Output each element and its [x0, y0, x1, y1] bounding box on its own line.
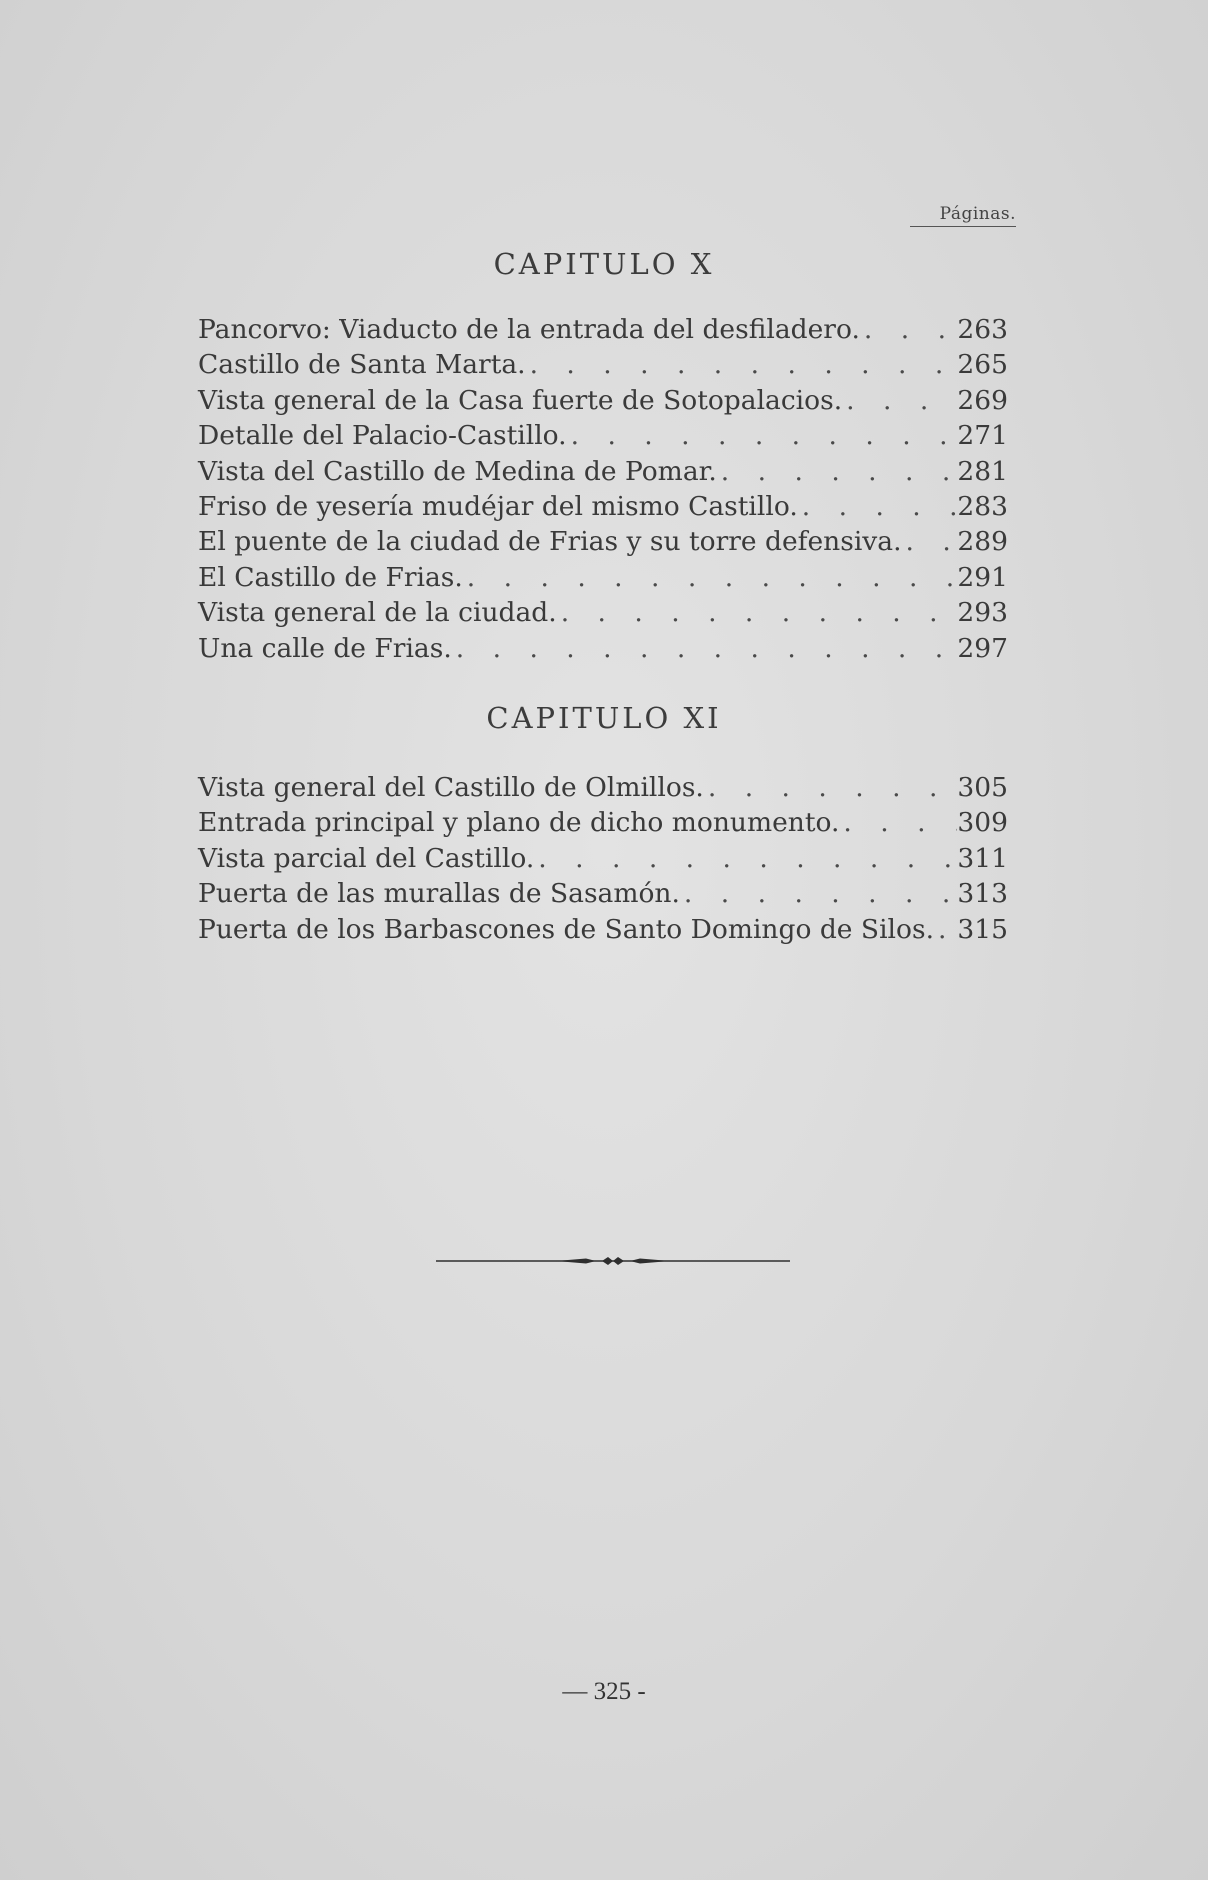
- dot-leader: [704, 770, 958, 805]
- toc-entry: [198, 770, 1008, 805]
- dot-leader: [567, 418, 958, 453]
- entry-title: Puerta de las murallas de Sasamón.: [198, 878, 680, 910]
- entry-page-number: 313: [957, 878, 1008, 910]
- entry-title: Vista general de la ciudad.: [198, 597, 557, 629]
- dot-leader: [902, 524, 958, 559]
- entry-title: El puente de la ciudad de Frias y su torre defensiva.: [198, 526, 902, 558]
- toc-entry: [198, 312, 1008, 347]
- chapter-xi-entry-list: [198, 770, 1008, 947]
- entry-page-number: 291: [957, 561, 1008, 593]
- toc-entry: [198, 418, 1008, 453]
- chapter-x-entry-list: [198, 312, 1008, 666]
- toc-entry: [198, 631, 1008, 666]
- entry-title: El Castillo de Frias.: [198, 561, 463, 593]
- toc-entry: [198, 841, 1008, 876]
- toc-entry: [198, 912, 1008, 947]
- entry-title: Vista general del Castillo de Olmillos.: [198, 772, 704, 803]
- dot-leader: [680, 876, 957, 911]
- dot-leader: [534, 841, 957, 876]
- entry-page-number: 309: [957, 807, 1008, 839]
- toc-entry: [198, 347, 1008, 382]
- dot-leader: [860, 312, 958, 347]
- entry-page-number: 263: [957, 314, 1008, 345]
- entry-page-number: 289: [957, 526, 1008, 558]
- dot-leader: [934, 912, 957, 947]
- entry-page-number: 305: [957, 772, 1008, 803]
- entry-page-number: 297: [957, 632, 1008, 664]
- entry-page-number: 281: [957, 455, 1008, 487]
- dot-leader: [452, 631, 958, 666]
- toc-entry: [198, 595, 1008, 630]
- dot-leader: [839, 805, 957, 840]
- entry-title: Friso de yesería mudéjar del mismo Castillo.: [198, 490, 798, 522]
- entry-page-number: 311: [957, 842, 1008, 874]
- toc-entry: [198, 524, 1008, 559]
- entry-title: Detalle del Palacio-Castillo.: [198, 420, 567, 452]
- entry-title: Castillo de Santa Marta.: [198, 349, 526, 381]
- toc-entry: [198, 560, 1008, 595]
- entry-title: Pancorvo: Viaducto de la entrada del desfiladero.: [198, 314, 860, 345]
- entry-title: Vista parcial del Castillo.: [198, 842, 535, 874]
- page-number: — 325 -: [562, 1678, 646, 1705]
- dot-leader: [557, 595, 958, 630]
- toc-entry: [198, 454, 1008, 489]
- entry-page-number: 269: [957, 384, 1008, 416]
- chapter-heading-xi: CAPITULO XI: [486, 701, 722, 735]
- entry-page-number: 315: [957, 913, 1008, 945]
- ornament-divider-icon: [436, 1252, 790, 1270]
- dot-leader: [842, 383, 957, 418]
- dot-leader: [463, 560, 958, 595]
- entry-title: Puerta de los Barbascones de Santo Domingo de Silos.: [198, 913, 934, 945]
- paginas-column-label: Páginas.: [910, 204, 1016, 227]
- chapter-heading-x: CAPITULO X: [493, 247, 715, 281]
- entry-title: Vista general de la Casa fuerte de Sotopalacios.: [198, 384, 843, 416]
- entry-page-number: 283: [957, 490, 1008, 522]
- entry-page-number: 271: [957, 420, 1008, 452]
- toc-entry: [198, 876, 1008, 911]
- toc-entry: [198, 805, 1008, 840]
- entry-title: Vista del Castillo de Medina de Pomar.: [198, 455, 717, 487]
- toc-entry: [198, 489, 1008, 524]
- dot-leader: [526, 347, 958, 382]
- toc-entry: [198, 383, 1008, 418]
- entry-page-number: 265: [957, 349, 1008, 381]
- dot-leader: [798, 489, 958, 524]
- dot-leader: [717, 454, 958, 489]
- entry-page-number: 293: [957, 597, 1008, 629]
- entry-title: Una calle de Frias.: [198, 632, 452, 664]
- entry-title: Entrada principal y plano de dicho monumento.: [198, 807, 840, 839]
